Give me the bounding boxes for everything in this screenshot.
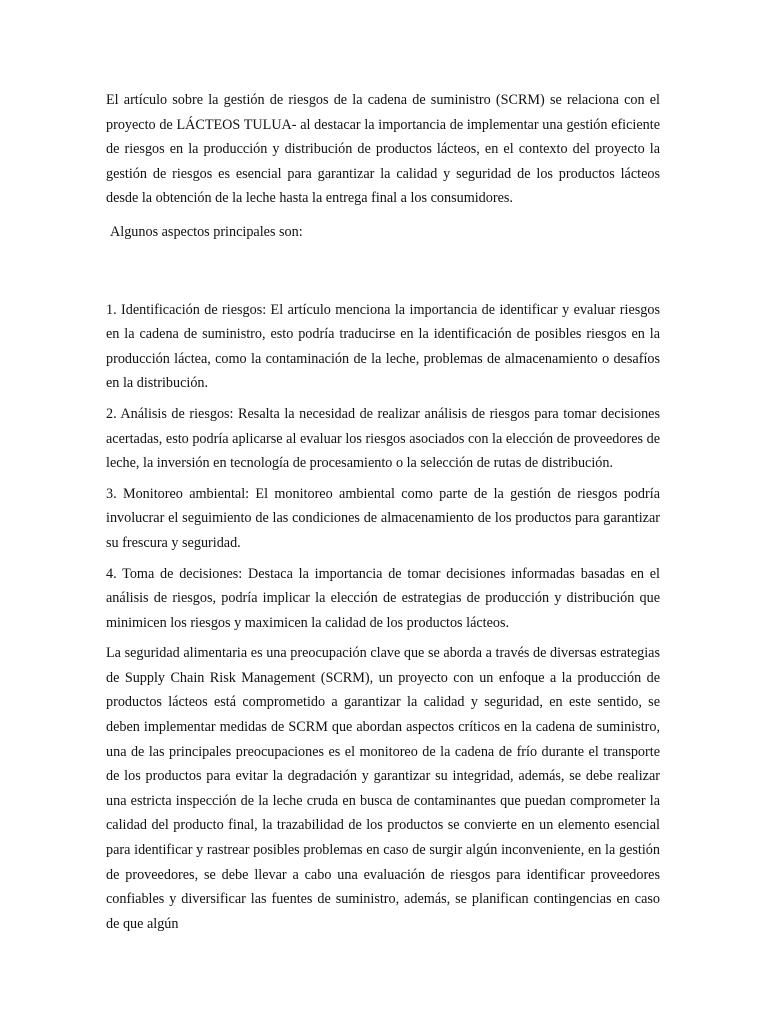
list-item-toma-decisiones: 4. Toma de decisiones: Destaca la importancia de tomar decisiones informadas basadas en el análisis de riesgos, podría implicar la elección de estrategias de producción y distribución que minimicen los riesgos y maximicen la calidad de los productos lácteos.: [106, 565, 660, 631]
aspects-heading: Algunos aspectos principales son:: [110, 223, 303, 240]
document-page: [106, 88, 660, 945]
blank-line: [106, 245, 660, 298]
list-item-analisis: 2. Análisis de riesgos: Resalta la necesidad de realizar análisis de riesgos para tomar decisiones acertadas, esto podría aplicarse al evaluar los riesgos asociados con la elección de proveedores de leche, la inversión en tecnología de procesamiento o la selección de rutas de distribución.: [106, 405, 660, 472]
intro-paragraph: El artículo sobre la gestión de riesgos de la cadena de suministro (SCRM) se relaciona con el proyecto de LÁCTEOS TULUA- al destacar la importancia de implementar una gestión eficiente de riesgos en la producción y distribución de productos lácteos, en el contexto del proyecto la gestión de riesgos es esencial para garantizar la calidad y seguridad de los productos lácteos desde la obtención de la leche hasta la entrega final a los consumidores.: [106, 92, 660, 207]
closing-paragraph: La seguridad alimentaria es una preocupación clave que se aborda a través de diversas estrategias de Supply Chain Risk Management (SCRM), un proyecto con un enfoque a la producción de productos lácteos está comprometido a garantizar la calidad y seguridad, en este sentido, se deben implementar medidas de SCRM que abordan aspectos críticos en la cadena de suministro, una de las principales preocupaciones es el monitoreo de la cadena de frío durante el transporte de los productos para evitar la degradación y garantizar su integridad, además, se debe realizar una estricta inspección de la leche cruda en busca de contaminantes que puedan comprometer la calidad del producto final, la trazabilidad de los productos se convierte en un elemento esencial para identificar y rastrear posibles problemas en caso de surgir algún inconveniente, en la gestión de proveedores, se debe llevar a cabo una evaluación de riesgos para identificar proveedores confiables y diversificar las fuentes de suministro, además, se planifican contingencias en caso de que algún: [106, 645, 660, 932]
list-item-monitoreo: 3. Monitoreo ambiental: El monitoreo ambiental como parte de la gestión de riesgos podría involucrar el seguimiento de las condiciones de almacenamiento de los productos para garantizar su frescura y seguridad.: [106, 485, 660, 551]
list-item-identificacion: 1. Identificación de riesgos: El artículo menciona la importancia de identificar y evaluar riesgos en la cadena de suministro, esto podría traducirse en la identificación de posibles riesgos en la producción láctea, como la contaminación de la leche, problemas de almacenamiento o desafíos en la distribución.: [106, 301, 660, 392]
